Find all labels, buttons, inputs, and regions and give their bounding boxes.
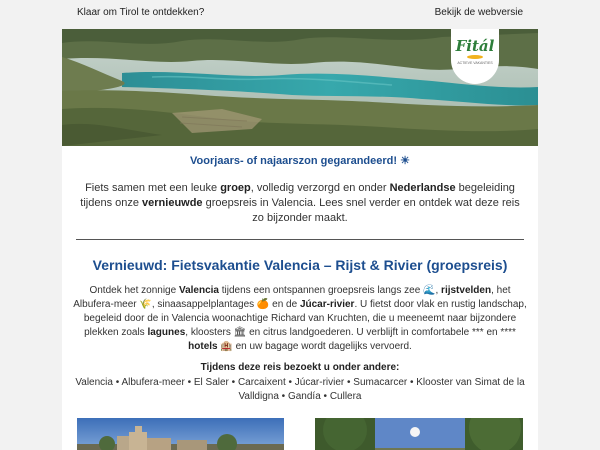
top-bar: [0, 0, 600, 28]
trip-description: Ontdek het zonnige Valencia tijdens een ontspannen groepsreis langs zee 🌊, rijstvelden, het Albufera-meer 🌾, sinaasappelplantages 🍊 en de Júcar-rivier. U fietst door vlak en rustig landschap, begeleid door de in Valencia woonachtige Richard van Kruchten, die u meeneemt naar bijzondere plekken zoals lagunes, kloosters 🏛 en citrus landgoederen. U verblijft in comfortabele *** en **** hotels 🏨 en uw bagage wordt dagelijks vervoerd.: [73, 285, 527, 352]
section-title[interactable]: Vernieuwd: Fietsvakantie Valencia – Rijst & Rivier (groepsreis): [92, 257, 508, 273]
logo-swoosh-icon: [467, 55, 483, 59]
preheader-text: Klaar om Tirol te ontdekken?: [77, 7, 205, 18]
tagline: Voorjaars- of najaarszon gegarandeerd! ☀: [190, 155, 410, 167]
places-heading: Tijdens deze reis bezoekt u onder andere:: [200, 362, 400, 373]
section-divider: [76, 239, 524, 240]
photo-trees[interactable]: [315, 418, 523, 450]
intro-paragraph: Fiets samen met een leuke groep, volledig verzorgd en onder Nederlandse begeleiding tijdens onze vernieuwde groepsreis in Valencia. Lees snel verder en ontdek wat deze reis zo bijzonder maakt.: [80, 182, 520, 224]
places-list: Valencia • Albufera-meer • El Saler • Carcaixent • Júcar-rivier • Sumacarcer • Klooster van Simat de la Valldigna • Gandía • Cullera: [75, 377, 525, 402]
web-version-link[interactable]: Bekijk de webversie: [434, 7, 523, 18]
email-card: [62, 29, 538, 450]
brand-logo[interactable]: [451, 29, 499, 84]
brand-subtitle: ACTIEVE VAKANTIES: [457, 61, 493, 65]
photo-castle[interactable]: [77, 418, 284, 450]
brand-name: Fitál: [455, 37, 495, 55]
